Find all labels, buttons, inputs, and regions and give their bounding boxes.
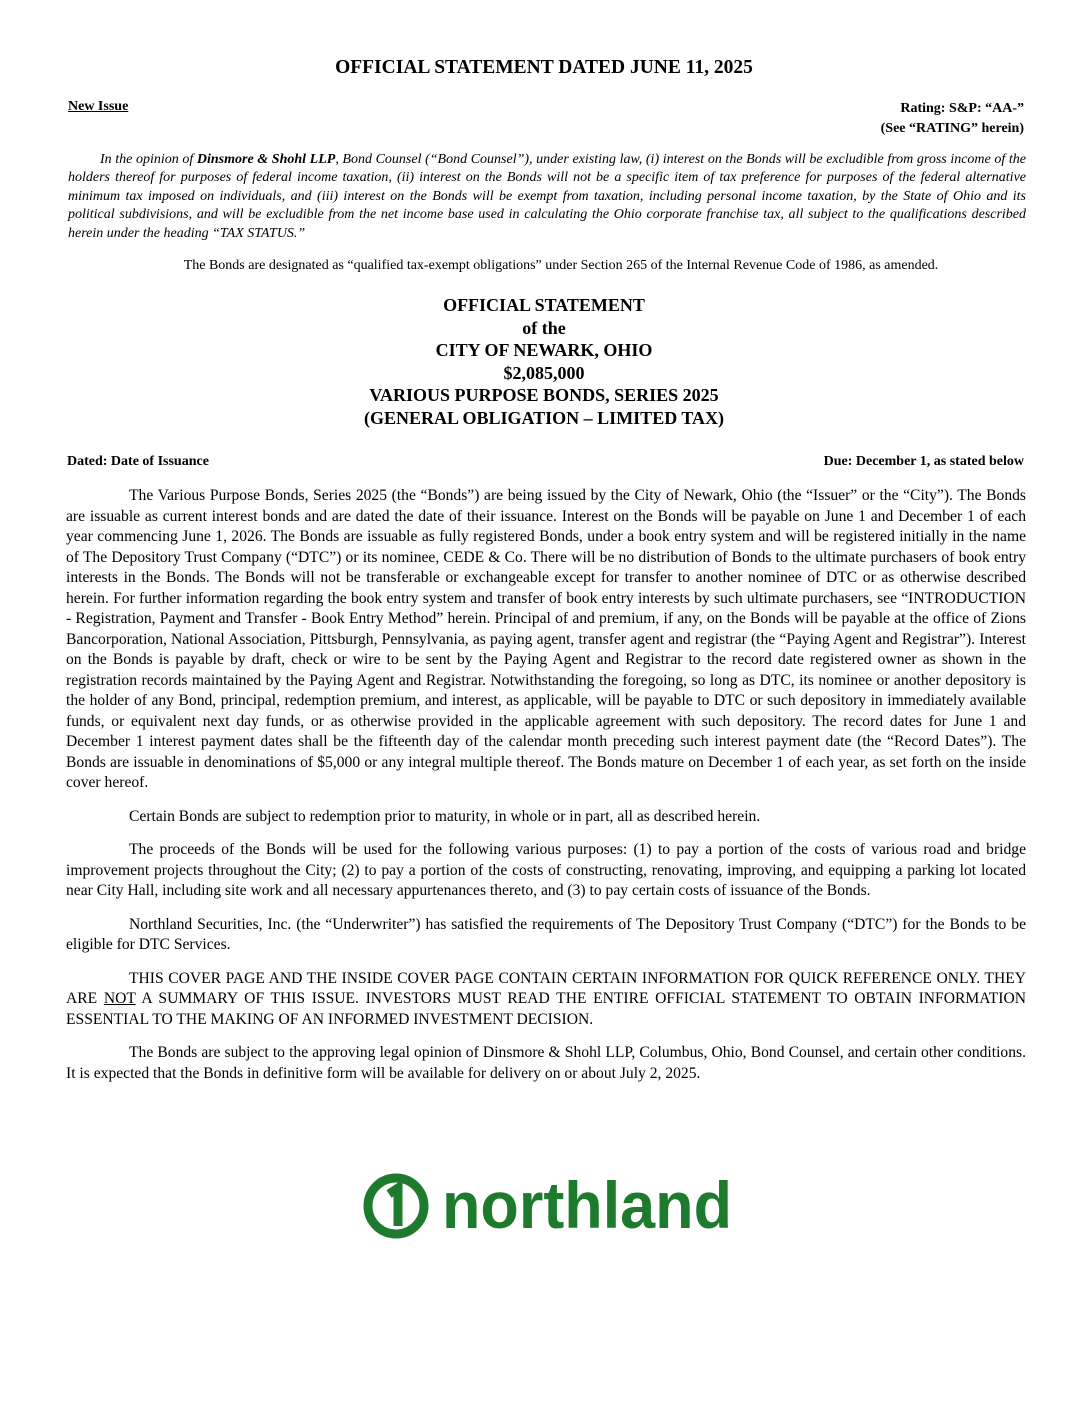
qualified-obligations-note: The Bonds are designated as “qualified tax-exempt obligations” under Section 265 of the Internal Revenue Code of 1986, as amended.: [183, 258, 939, 273]
heading-line-issuer: CITY OF NEWARK, OHIO: [435, 340, 653, 360]
paragraph-bonds-description: The Various Purpose Bonds, Series 2025 (the “Bonds”) are being issued by the City of Newark, Ohio (the “Issuer” or the “City”). The Bonds are issuable as current interest bonds and are dated the date of their issuance. Interest on the Bonds will be payable on June 1 and December 1 of each year commencing June 1, 2026. The Bonds are issuable as fully registered Bonds, under a book entry system and will be registered initially in the name of The Depository Trust Company (“DTC”) or its nominee, CEDE & Co. There will be no distribution of Bonds to the ultimate purchasers of book entry interests in the Bonds. The Bonds will not be transferable or exchangeable except for transfer to another nominee of DTC or as otherwise described herein. For further information regarding the book entry system and transfer of book entry interests by such ultimate purchasers, see “INTRODUCTION - Registration, Payment and Transfer - Book Entry Method” herein. Principal of and premium, if any, on the Bonds will be payable at the office of Zions Bancorporation, National Association, Pittsburgh, Pennsylvania, as paying agent, transfer agent and registrar (the “Paying Agent and Registrar”). Interest on the Bonds is payable by draft, check or wire to be sent by the Paying Agent and Registrar to the record date registered owner as shown in the registration records maintained by the Paying Agent and Registrar. Notwithstanding the foregoing, so long as DTC, its nominee or another depository is the holder of any Bond, principal, redemption premium, and interest, as applicable, will be payable to DTC or such depository in immediately available funds, or equivalent next day funds, or as otherwise provided in the applicable agreement with such depository. The record dates for June 1 and December 1 interest payment dates shall be the fifteenth day of the calendar month preceding such interest payment date (the “Record Dates”). The Bonds are issuable in denominations of $5,000 or any integral multiple thereof. The Bonds mature on December 1 of each year, as set forth on the inside cover hereof.: [66, 487, 1026, 791]
paragraph-proceeds: The proceeds of the Bonds will be used for the following various purposes: (1) to pay a portion of the costs of various road and bridge improvement projects throughout the City; (2) to pay a portion of the costs of constructing, renovating, improving, and equipping a parking lot located near City Hall, including site work and all necessary appurtenances thereto, and (3) to pay certain costs of issuance of the Bonds.: [66, 841, 1026, 899]
paragraph-underwriter: Northland Securities, Inc. (the “Underwriter”) has satisfied the requirements of The Depository Trust Company (“DTC”) for the Bonds to be eligible for DTC Services.: [66, 915, 1026, 953]
paragraph-quick-reference: THIS COVER PAGE AND THE INSIDE COVER PAGE CONTAIN CERTAIN INFORMATION FOR QUICK REFERENCE ONLY. THEY ARE NOT A SUMMARY OF THIS ISSUE. INVESTORS MUST READ THE ENTIRE OFFICIAL STATEMENT TO OBTAIN INFORMATION ESSENTIAL TO THE MAKING OF AN INFORMED INVESTMENT DECISION.: [66, 969, 1027, 1028]
opinion-text: , Bond Counsel (“Bond Counsel”), under existing law, (i) interest on the Bonds will be excludible from gross income of the holders thereof for purposes of federal income taxation, (ii) interest on the Bonds will not be a specific item of tax preference for purposes of the federal alternative minimum tax imposed on individuals, and (iii) interest on the Bonds will be exempt from taxation, including personal income taxation, by the State of Ohio and its political subdivisions, and will be excludible from the net income base used in calculating the Ohio corporate franchise tax, all subject to the qualifications described herein under the heading “TAX STATUS.”: [68, 152, 1026, 241]
northland-logo: [360, 1170, 740, 1242]
heading-line-official-statement: OFFICIAL STATEMENT: [443, 295, 645, 315]
opinion-lead: In the opinion of: [100, 152, 197, 167]
due-label: Due: December 1, as stated below: [823, 454, 1024, 469]
not-emphasis: NOT: [103, 990, 136, 1007]
heading-line-of-the: of the: [522, 317, 566, 338]
heading-line-type: (GENERAL OBLIGATION – LIMITED TAX): [363, 407, 725, 428]
heading-line-amount: $2,085,000: [503, 362, 585, 383]
document-title: OFFICIAL STATEMENT DATED JUNE 11, 2025: [335, 57, 753, 78]
bond-heading: [0, 294, 1088, 429]
opinion-firm: Dinsmore & Shohl LLP: [196, 152, 336, 167]
rating-reference: (See “RATING” herein): [880, 121, 1024, 136]
body-text: [66, 486, 1026, 1097]
rating-line: Rating: S&P: “AA-”: [900, 101, 1024, 116]
northland-logo-icon: [368, 1178, 424, 1234]
dated-label: Dated: Date of Issuance: [67, 454, 209, 469]
new-issue-label: New Issue: [68, 99, 129, 114]
tax-opinion-paragraph: [68, 151, 1026, 243]
northland-logo-text: northland: [442, 1170, 732, 1242]
paragraph-legal-opinion: The Bonds are subject to the approving legal opinion of Dinsmore & Shohl LLP, Columbus, Ohio, Bond Counsel, and certain other conditions. It is expected that the Bonds in definitive form will be available for delivery on or about July 2, 2025.: [66, 1044, 1026, 1082]
heading-line-series: VARIOUS PURPOSE BONDS, SERIES 2025: [369, 385, 719, 405]
paragraph-redemption: Certain Bonds are subject to redemption prior to maturity, in whole or in part, all as described herein.: [129, 807, 761, 825]
rating-block: [881, 99, 1024, 139]
